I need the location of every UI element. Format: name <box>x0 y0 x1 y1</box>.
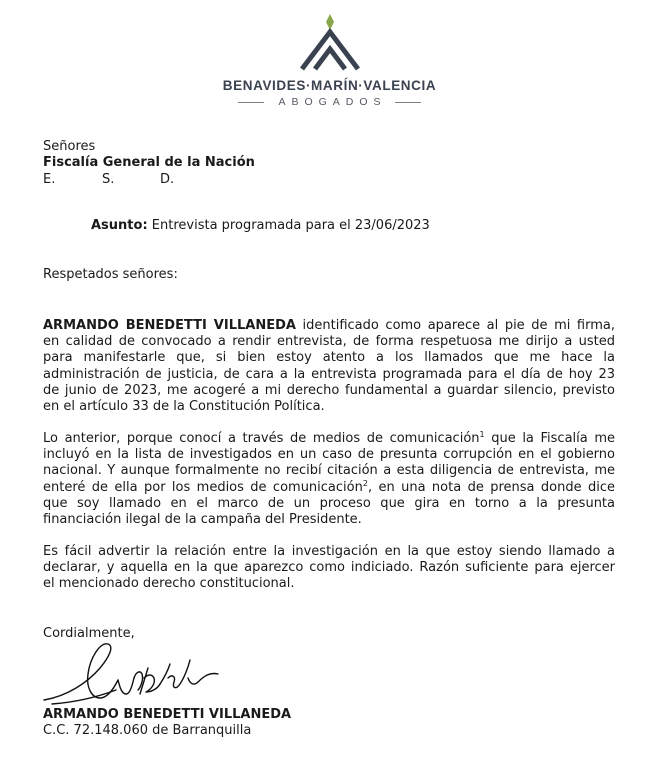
greeting: Respetados señores: <box>43 267 178 282</box>
paragraph-line: para manifestarle que, si bien estoy atento a los llamados que me hace la <box>43 350 615 366</box>
subject-line <box>91 218 430 234</box>
firm-name: BENAVIDES·MARÍN·VALENCIA <box>222 78 437 93</box>
paragraph-line: Es fácil advertir la relación entre la investigación en la que estoy siendo llamado a <box>43 544 615 559</box>
paragraph-1 <box>43 318 615 415</box>
salutation: Señores <box>43 139 96 154</box>
paragraph-line: financiación ilegal de la campaña del Presidente. <box>43 512 362 528</box>
paragraph-line: que soy llamado en el marco de un proceso que gira en torno a la presunta <box>43 495 615 511</box>
paragraph-line: Lo anterior, porque conocí a través de medios de comunicación$^1$ que la Fiscalía me <box>43 430 615 446</box>
esd-d: D. <box>160 172 175 187</box>
firm-subtitle-row <box>0 96 659 108</box>
recipient-name: Fiscalía General de la Nación <box>43 155 255 170</box>
paragraph-line: en el artículo 33 de la Constitución Política. <box>43 399 325 415</box>
esd-s: S. <box>102 172 115 187</box>
footnote-ref-2: 2 <box>362 478 368 488</box>
paragraph-line: el mencionado derecho constitucional. <box>43 576 295 592</box>
paragraph-line: administración de justicia, de cara a la entrevista programada para el día de hoy 23 <box>43 366 615 382</box>
signer-id: C.C. 72.148.060 de Barranquilla <box>43 723 252 738</box>
paragraph-line: declarar, y aquella en la que aparezco como indiciado. Razón suficiente para ejercer <box>43 560 615 576</box>
esd-e: E. <box>43 172 56 187</box>
divider <box>395 102 421 103</box>
paragraph-line: de junio de 2023, me acogeré a mi derecho fundamental a guardar silencio, previsto <box>43 382 615 398</box>
paragraph-line: enteré de ella por los medios de comunicación$^2$, en una nota de prensa donde dice <box>43 478 615 495</box>
paragraph-2 <box>43 431 615 528</box>
signer-name: ARMANDO BENEDETTI VILLANEDA <box>43 707 292 722</box>
divider <box>238 102 264 103</box>
paragraph-line: incluyó en la lista de investigados en un caso de presunta corrupción en el gobierno <box>43 447 615 463</box>
paragraph-line: nacional. Y aunque formalmente no recibí citación a esta diligencia de entrevista, me <box>43 463 615 479</box>
firm-subtitle: ABOGADOS <box>278 96 387 108</box>
signer-name-inline: ARMANDO BENEDETTI VILLANEDA <box>43 318 296 333</box>
paragraph-line: ARMANDO BENEDETTI VILLANEDA identificado como aparece al pie de mi firma, <box>43 318 615 333</box>
valediction: Cordialmente, <box>43 626 135 641</box>
subject-label: Asunto: <box>91 218 148 233</box>
paragraph-3 <box>43 544 615 593</box>
letterhead <box>0 14 659 108</box>
subject-text: Entrevista programada para el 23/06/2023 <box>151 218 430 233</box>
signature-icon <box>38 638 228 712</box>
firm-logo-icon <box>298 14 362 72</box>
paragraph-line: en calidad de convocado a rendir entrevista, de forma respetuosa me dirijo a usted <box>43 334 615 350</box>
footnote-ref-1: 1 <box>479 430 485 439</box>
